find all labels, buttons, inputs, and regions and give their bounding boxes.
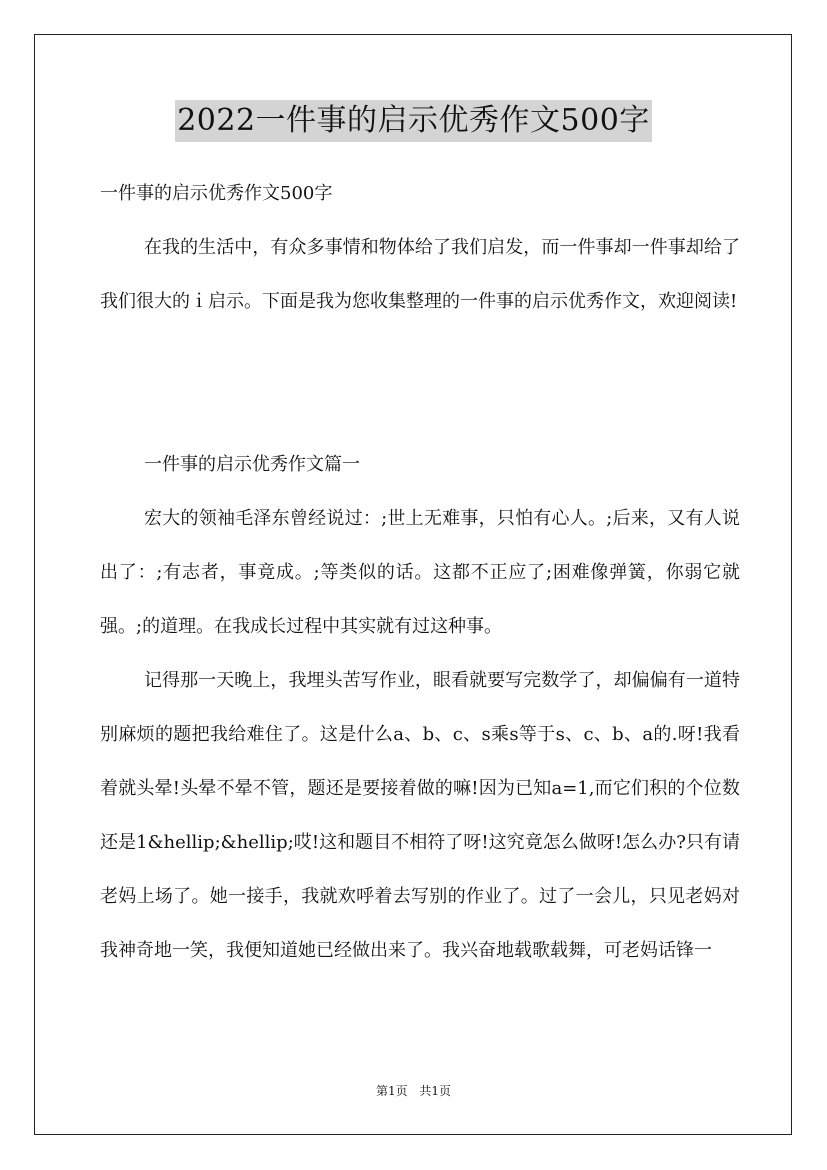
body-paragraph-2: 记得那一天晚上，我埋头苦写作业，眼看就要写完数学了，却偏偏有一道特别麻烦的题把我给难住了。这是什么a、b、c、s乘s等于s、c、b、a的.呀!我看着就头晕!头晕不晕不管，题还是要接着做的嘛!因为已知a=1,而它们积的个位数还是1&hellip;&hellip;哎!这和题目不相符了呀!这究竟怎么做呀!怎么办?只有请老妈上场了。她一接手，我就欢呼着去写别的作业了。过了一会儿，只见老妈对我神奇地一笑，我便知道她已经做出来了。我兴奋地载歌载舞，可老妈话锋一	[100, 670, 740, 961]
document-subtitle: 一件事的启示优秀作文500字	[100, 183, 333, 204]
document-title: 2022一件事的启示优秀作文500字	[175, 100, 652, 142]
intro-paragraph: 在我的生活中，有众多事情和物体给了我们启发，而一件事却一件事却给了我们很大的ｉ启示。下面是我为您收集整理的一件事的启示优秀作文，欢迎阅读!	[100, 237, 740, 312]
section-heading: 一件事的启示优秀作文篇一	[144, 454, 360, 475]
page-footer	[0, 1083, 827, 1099]
page-total: 共1页	[419, 1084, 452, 1098]
page-number: 第1页	[375, 1084, 408, 1098]
body-paragraph-1: 宏大的领袖毛泽东曾经说过：;世上无难事，只怕有心人。;后来，又有人说出了：;有志者，事竟成。;等类似的话。这都不正应了;困难像弹簧，你弱它就强。;的道理。在我成长过程中其实就有过这种事。	[100, 508, 740, 637]
title-container	[0, 100, 827, 142]
